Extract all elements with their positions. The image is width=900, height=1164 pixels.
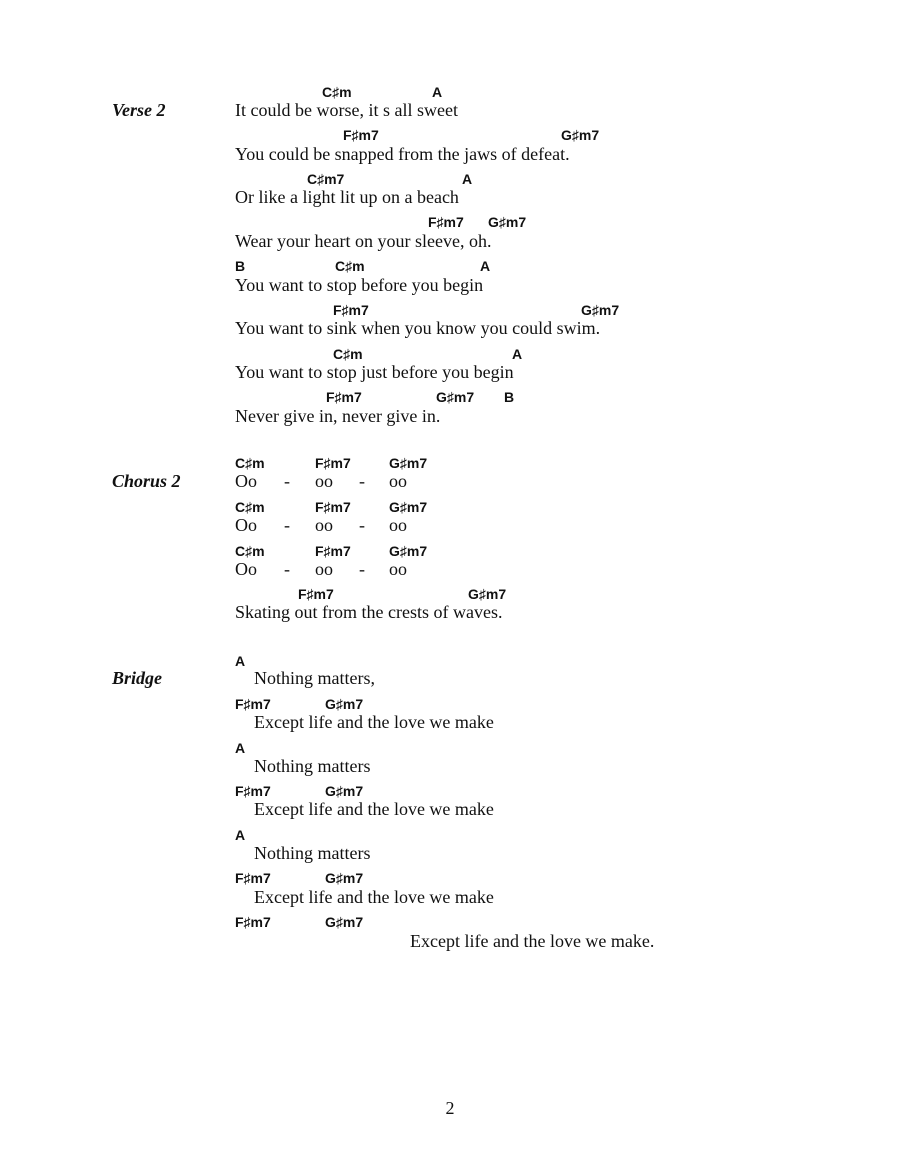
chord: F♯m7 (235, 870, 271, 886)
lyric-syllable: oo (389, 471, 407, 491)
lyric-syllable: - (284, 559, 290, 579)
lyric-syllable: oo (315, 559, 333, 579)
chord: G♯m7 (389, 543, 428, 559)
lyric-syllable: - (359, 559, 365, 579)
chord: F♯m7 (428, 214, 464, 230)
chord: B (504, 389, 515, 405)
chord: F♯m7 (326, 389, 362, 405)
chord: F♯m7 (235, 783, 271, 799)
chord: G♯m7 (581, 302, 620, 318)
chord: C♯m (235, 455, 265, 471)
chord: G♯m7 (325, 783, 364, 799)
lyric-syllable: - (284, 515, 290, 535)
chord: C♯m (235, 499, 265, 515)
lyric-syllable: - (359, 515, 365, 535)
chord: A (235, 653, 246, 669)
chord: F♯m7 (343, 127, 379, 143)
chord: G♯m7 (325, 696, 364, 712)
chord: G♯m7 (325, 914, 364, 930)
lyric-line: Except life and the love we make (254, 799, 494, 819)
lyric-syllable: Oo (235, 559, 257, 579)
chord: A (432, 84, 443, 100)
chord: B (235, 258, 246, 274)
chord: F♯m7 (333, 302, 369, 318)
page-number: 2 (445, 1098, 455, 1118)
lyric-line: It could be worse, it s all sweet (235, 100, 458, 120)
chord: G♯m7 (436, 389, 475, 405)
lyric-line: Except life and the love we make (254, 712, 494, 732)
chord: F♯m7 (315, 543, 351, 559)
chord: G♯m7 (468, 586, 507, 602)
lyric-syllable: Oo (235, 471, 257, 491)
lyric-line: Nothing matters, (254, 668, 375, 688)
chord: A (235, 740, 246, 756)
lyric-line: Nothing matters (254, 756, 371, 776)
lyric-line: Or like a light lit up on a beach (235, 187, 459, 207)
chord: C♯m (335, 258, 365, 274)
lyric-line: You want to stop before you begin (235, 275, 484, 295)
chord: C♯m (235, 543, 265, 559)
lyric-syllable: - (284, 471, 290, 491)
lyric-line: You want to sink when you know you could swim. (235, 318, 601, 338)
lyric-line: You could be snapped from the jaws of defeat. (235, 144, 570, 164)
lyric-line: Wear your heart on your sleeve, oh. (235, 231, 492, 251)
lyric-syllable: oo (389, 515, 407, 535)
section-label-bridge: Bridge (112, 668, 163, 688)
chord: A (512, 346, 523, 362)
lyric-syllable: oo (315, 515, 333, 535)
chord: A (480, 258, 491, 274)
lyric-syllable: Oo (235, 515, 257, 535)
lyric-syllable: oo (315, 471, 333, 491)
lyric-line: Nothing matters (254, 843, 371, 863)
chord: G♯m7 (389, 455, 428, 471)
lyric-syllable: oo (389, 559, 407, 579)
lyric-line: Except life and the love we make. (410, 931, 655, 951)
chord: A (462, 171, 473, 187)
lyric-line: Never give in, never give in. (235, 406, 441, 426)
chord: C♯m (333, 346, 363, 362)
chord: G♯m7 (561, 127, 600, 143)
chord: F♯m7 (235, 696, 271, 712)
chord: C♯m (322, 84, 352, 100)
chord: G♯m7 (325, 870, 364, 886)
section-label-verse-2: Verse 2 (112, 100, 166, 120)
chord: F♯m7 (298, 586, 334, 602)
lyric-line: You want to stop just before you begin (235, 362, 514, 382)
lyric-line: Skating out from the crests of waves. (235, 602, 503, 622)
section-label-chorus-2: Chorus 2 (112, 471, 181, 491)
chord: G♯m7 (488, 214, 527, 230)
chord: G♯m7 (389, 499, 428, 515)
chord: F♯m7 (315, 499, 351, 515)
chord: F♯m7 (235, 914, 271, 930)
lyric-line: Except life and the love we make (254, 887, 494, 907)
chord: A (235, 827, 246, 843)
lyric-syllable: - (359, 471, 365, 491)
chord: F♯m7 (315, 455, 351, 471)
chord: C♯m7 (307, 171, 345, 187)
